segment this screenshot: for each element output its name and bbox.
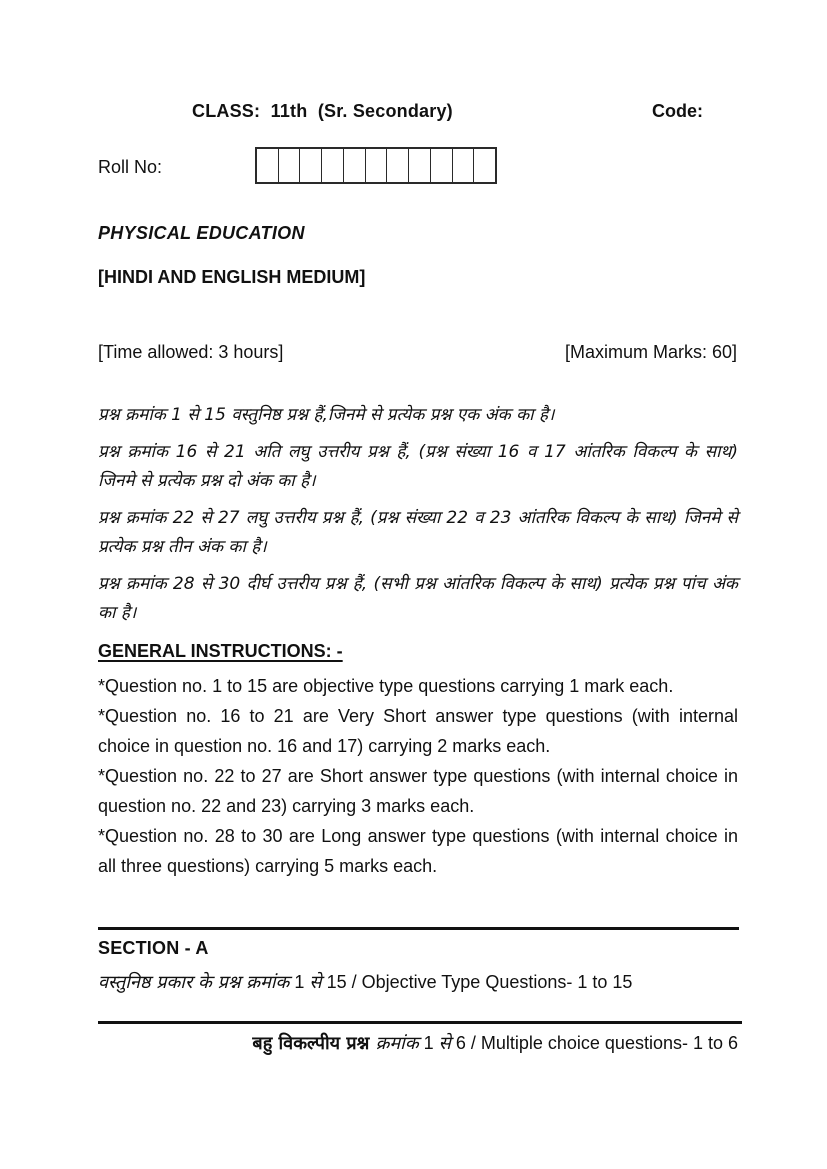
roll-box (366, 149, 388, 182)
time-allowed: [Time allowed: 3 hours] (98, 342, 284, 362)
roll-number-boxes (255, 147, 497, 184)
instruction-item-4: *Question no. 28 to 30 are Long answer type questions (with internal choice in all three questions) carrying 5 marks each. (98, 826, 738, 876)
subject-title: PHYSICAL EDUCATION (98, 223, 305, 243)
section-divider-top (98, 927, 739, 930)
text-run: 1 (418, 1033, 439, 1053)
text-run: वस्तुनिष्ठ प्रकार के प्रश्न क्रमांक (98, 972, 290, 993)
hindi-instructions-block (98, 401, 738, 636)
general-instructions-list (98, 671, 738, 881)
text-run: 15 / Objective Type Questions- 1 to 15 (321, 972, 633, 992)
general-instructions-heading: GENERAL INSTRUCTIONS: - (98, 641, 343, 661)
hindi-instruction-para-4: प्रश्न क्रमांक 28 से 30 दीर्घ उत्तरीय प्रश्न हैं, (सभी प्रश्न आंतरिक विकल्प के साथ) प्रत्येक प्रश्न पांच अंक का है। (98, 574, 738, 623)
roll-box (409, 149, 431, 182)
roll-box (344, 149, 366, 182)
roll-box (279, 149, 301, 182)
objective-type-questions-line (98, 967, 740, 998)
roll-box (387, 149, 409, 182)
roll-box (322, 149, 344, 182)
text-run: 1 (289, 972, 310, 992)
text-run: बहु विकल्पीय प्रश्न (252, 1033, 376, 1054)
medium-title: [HINDI AND ENGLISH MEDIUM] (98, 267, 366, 287)
instruction-item-1: *Question no. 1 to 15 are objective type questions carrying 1 mark each. (98, 676, 674, 696)
roll-no-label: Roll No: (98, 157, 163, 177)
instruction-item-2: *Question no. 16 to 21 are Very Short answer type questions (with internal choice in question no. 16 and 17) carrying 2 marks each. (98, 706, 738, 756)
instruction-item-3: *Question no. 22 to 27 are Short answer type questions (with internal choice in question no. 22 and 23) carrying 3 marks each. (98, 766, 738, 816)
multiple-choice-questions-line (98, 1031, 738, 1055)
class-title: CLASS: 11th (Sr. Secondary) (192, 101, 453, 121)
text-run: 6 / Multiple choice questions- 1 to 6 (450, 1033, 738, 1053)
text-run: से (438, 1033, 451, 1054)
roll-box (257, 149, 279, 182)
section-a-title: SECTION - A (98, 938, 209, 958)
roll-box (453, 149, 475, 182)
code-label: Code: (652, 101, 703, 121)
roll-box (300, 149, 322, 182)
text-run: से (309, 972, 322, 993)
roll-box (431, 149, 453, 182)
roll-box (474, 149, 495, 182)
meta-row (98, 342, 737, 363)
hindi-instruction-para-3: प्रश्न क्रमांक 22 से 27 लघु उत्तरीय प्रश्न हैं, (प्रश्न संख्या 22 व 23 आंतरिक विकल्प के साथ) जिनमे से प्रत्येक प्रश्न तीन अंक का है। (98, 508, 738, 557)
section-divider-bottom (98, 1021, 742, 1024)
hindi-instruction-para-1: प्रश्न क्रमांक 1 से 15 वस्तुनिष्ठ प्रश्न हैं,जिनमे से प्रत्येक प्रश्न एक अंक का है। (98, 405, 555, 425)
maximum-marks: [Maximum Marks: 60] (564, 342, 737, 362)
text-run: क्रमांक (375, 1033, 419, 1054)
hindi-instruction-para-2: प्रश्न क्रमांक 16 से 21 अति लघु उत्तरीय प्रश्न हैं, (प्रश्न संख्या 16 व 17 आंतरिक विकल्प के साथ) जिनमे से प्रत्येक प्रश्न दो अंक का है। (98, 442, 738, 491)
